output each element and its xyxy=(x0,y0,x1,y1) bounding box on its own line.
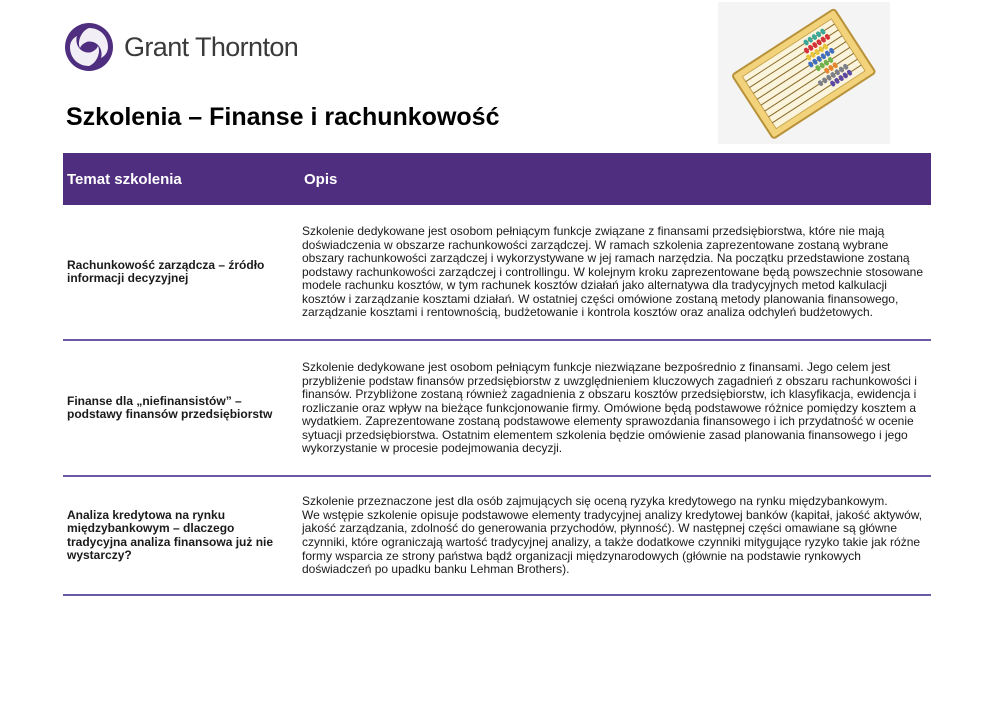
brand-name: Grant Thornton xyxy=(124,31,299,62)
row-topic: Analiza kredytowa na rynku międzybankowym – dlaczego tradycyjna analiza finansowa już nie wystarczy? xyxy=(67,507,274,562)
table-row xyxy=(63,205,931,341)
abacus-illustration xyxy=(718,2,890,144)
row-topic: Rachunkowość zarządcza – źródło informacji decyzyjnej xyxy=(67,257,265,285)
table-header xyxy=(63,153,931,205)
grant-thornton-emblem-icon xyxy=(64,22,114,72)
description-paragraph: We wstępie szkolenie opisuje podstawowe elementy tradycyjnej analizy kredytowej banków (kapitał, jakość aktywów, jakość zarządzania, zdolność do generowania przychodów, płynność). W następnej części omawiane są główne czynniki, które ograniczają wartość tradycyjnej analizy, a także dodatkowe czynniki mitygujące ryzyko takie jak różne formy wsparcia ze strony państwa bądź organizacji międzynarodowych (głównie na podstawie rynkowych doświadczeń po upadku banku Lehman Brothers). xyxy=(302,507,923,577)
page-title: Szkolenia – Finanse i rachunkowość xyxy=(66,103,500,131)
description-paragraph: Szkolenie dedykowane jest osobom pełniącym funkcje związane z finansami przedsiębiorstwa, które nie mają doświadczenia w obszarze rachunkowości zarządczej. W ramach szkolenia zaprezentowane zostaną wybrane obszary rachunkowości zarządczej i wykorzystywane w jej ramach narzędzia. Na początku przedstawione zostaną podstawy rachunkowości zarządczej i controllingu. W kolejnym kroku zaprezentowane będą powszechnie stosowane modele rachunku kosztów, w tym rachunek kosztów działań jako alternatywa dla tradycyjnych metod kalkulacji kosztów i zarządzanie kosztami działań. W ostatniej części omówione zostaną metody planowania finansowego, zarządzanie kosztami i rentownością, budżetowanie i kontrola kosztów oraz analiza odchyleń budżetowych. xyxy=(302,223,923,320)
description-paragraph: Szkolenie przeznaczone jest dla osób zajmujących się oceną ryzyka kredytowego na rynku międzybankowym. xyxy=(302,494,888,509)
header-topic: Temat szkolenia xyxy=(67,170,182,188)
grant-thornton-logo xyxy=(64,22,298,72)
table-row xyxy=(63,477,931,596)
row-description xyxy=(299,489,931,582)
training-table xyxy=(63,153,931,596)
row-description xyxy=(299,219,931,325)
table-row xyxy=(63,341,931,477)
description-paragraph: Szkolenie dedykowane jest osobom pełniącym funkcje niezwiązane bezpośrednio z finansami. Jego celem jest przybliżenie podstaw finansów przedsiębiorstw z uwzględnieniem kluczowych zagadnień z obszaru rachunkowości i finansów. Przybliżone zostaną również zagadnienia z obszaru kosztów przedsiębiorstw, ich klasyfikacja, ewidencja i rozliczanie oraz wpływ na bieżące funkcjonowanie firmy. Omówione będą podstawowe różnice pomiędzy kosztem a wydatkiem. Zaprezentowane zostaną podstawowe elementy sprawozdania finansowego i ich przydatność w ocenie sytuacji przedsiębiorstwa. Ostatnim elementem szkolenia będzie omówienie zasad planowania finansowego i jego wykorzystanie w procesie podejmowania decyzji. xyxy=(302,359,917,456)
header-description: Opis xyxy=(304,170,338,188)
row-topic: Finanse dla „niefinansistów” – podstawy finansów przedsiębiorstw xyxy=(67,393,273,421)
row-description xyxy=(299,355,931,461)
